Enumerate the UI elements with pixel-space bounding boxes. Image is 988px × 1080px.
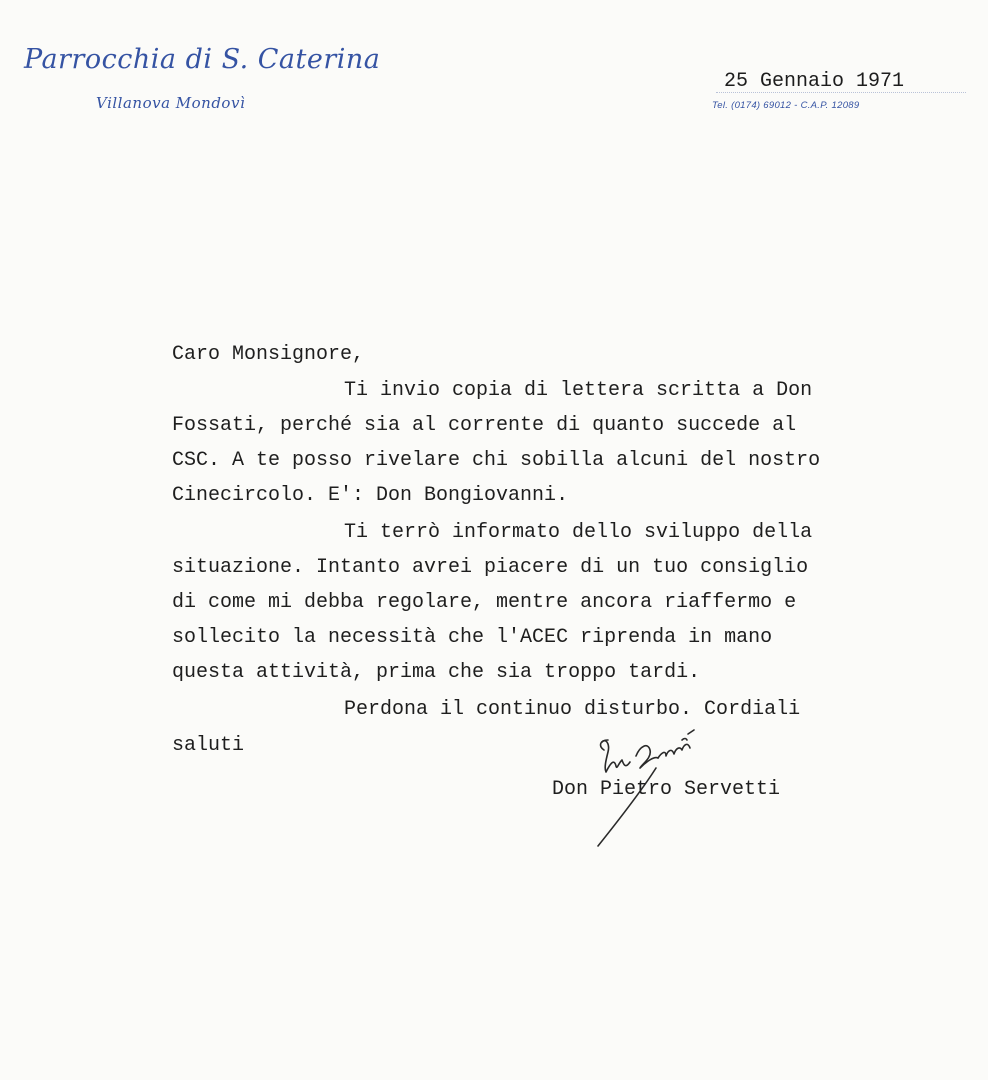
body-line: Fossati, perché sia al corrente di quanto succede al	[172, 414, 797, 437]
body-line: Ti invio copia di lettera scritta a Don	[344, 379, 813, 402]
body-line: questa attività, prima che sia troppo tardi.	[172, 661, 701, 684]
body-line: Ti terrò informato dello sviluppo della	[344, 521, 813, 544]
signer-name: Don Pietro Servetti	[552, 778, 781, 801]
date-rule	[716, 92, 966, 93]
closing-word: saluti	[172, 734, 245, 757]
body-line: situazione. Intanto avrei piacere di un tuo consiglio	[172, 556, 809, 579]
body-line: Perdona il continuo disturbo. Cordiali	[344, 698, 801, 721]
body-line: Cinecircolo. E': Don Bongiovanni.	[172, 484, 569, 507]
salutation: Caro Monsignore,	[172, 343, 365, 366]
body-line: di come mi debba regolare, mentre ancora riaffermo e	[172, 591, 797, 614]
letterhead-place: Villanova Mondovì	[96, 94, 246, 112]
letterhead-parish-name: Parrocchia di S. Caterina	[24, 44, 381, 75]
body-line: sollecito la necessità che l'ACEC riprenda in mano	[172, 626, 773, 649]
body-line: CSC. A te posso rivelare chi sobilla alcuni del nostro	[172, 449, 821, 472]
letter-date: 25 Gennaio 1971	[724, 70, 905, 93]
letterhead-phone: Tel. (0174) 69012 - C.A.P. 12089	[712, 100, 860, 111]
